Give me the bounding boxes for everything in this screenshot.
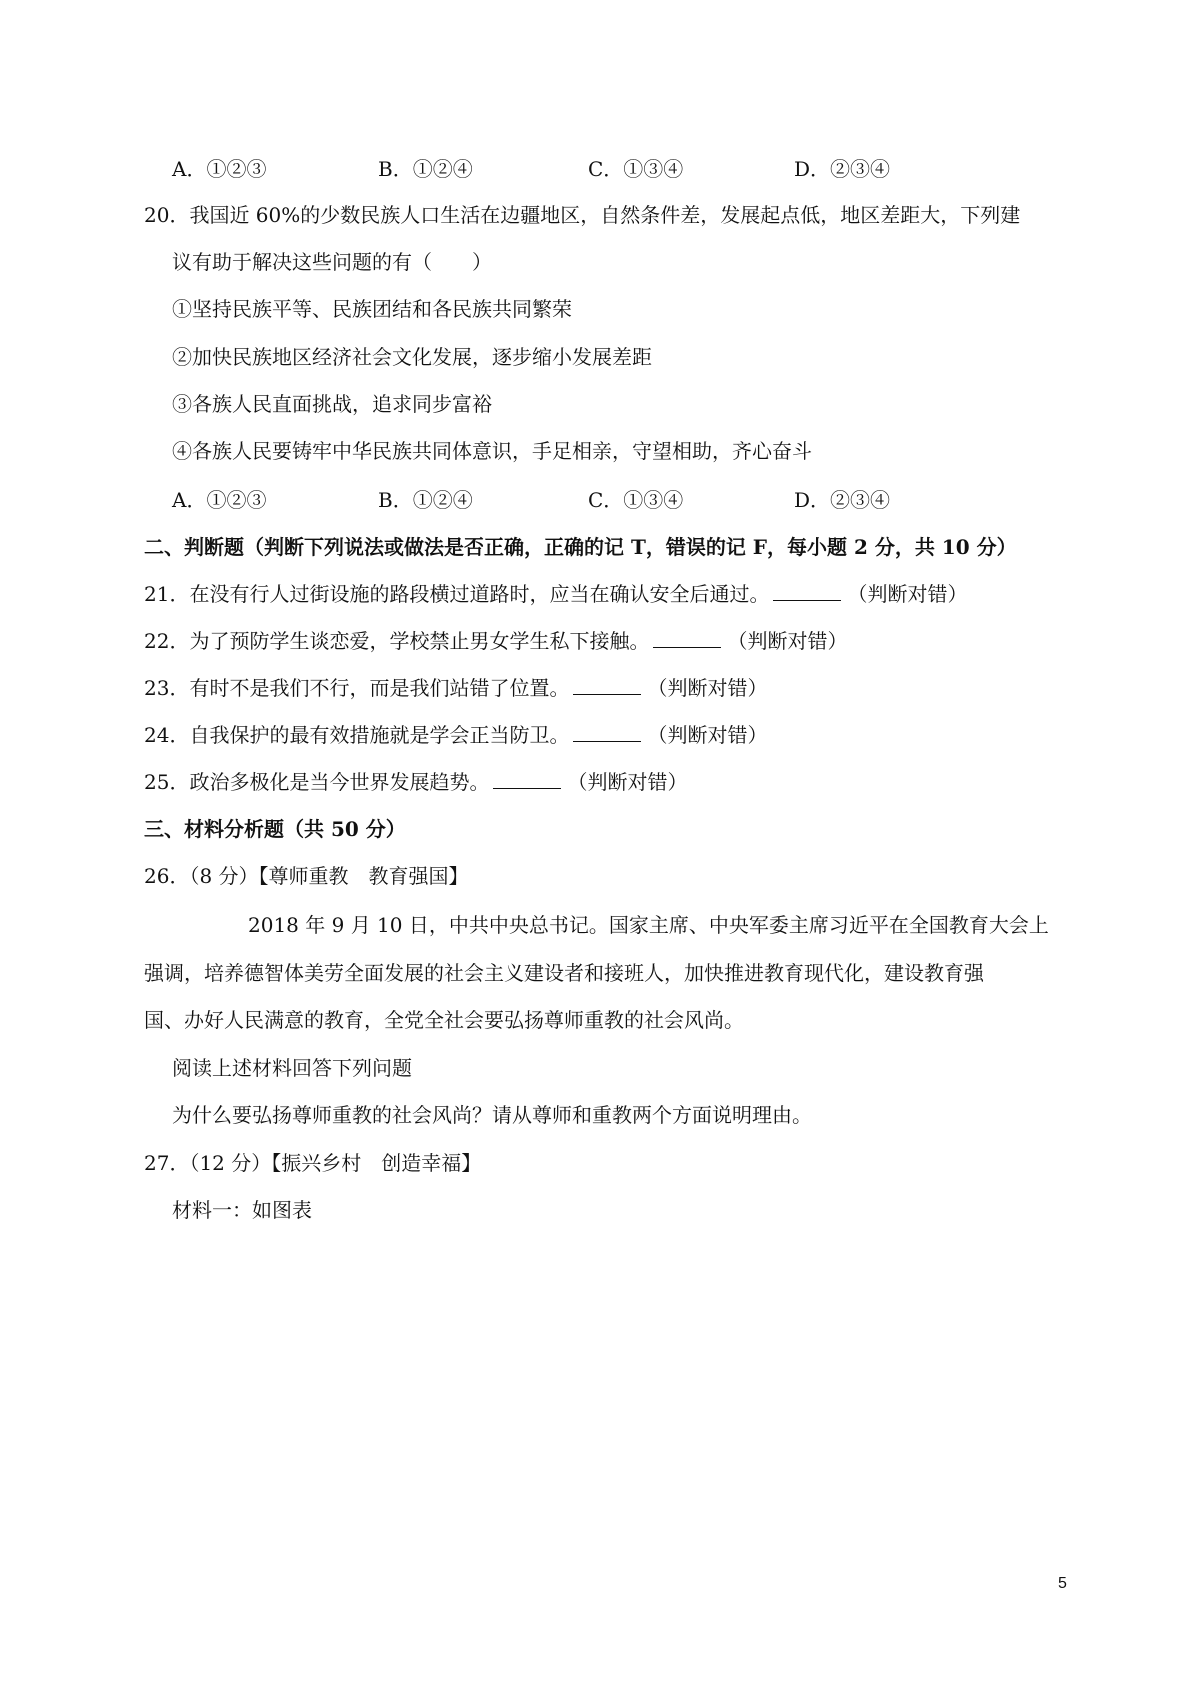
q19-option-b: B．①②④ — [378, 157, 473, 181]
q26-question: 为什么要弘扬尊师重教的社会风尚？请从尊师和重教两个方面说明理由。 — [172, 1103, 812, 1127]
judge-suffix: （判断对错） — [847, 582, 968, 606]
judge-suffix: （判断对错） — [647, 723, 768, 747]
q26-title: 26．（8 分）【尊师重教 教育强国】 — [144, 864, 469, 888]
q20-item-3: ③各族人民直面挑战，追求同步富裕 — [172, 392, 492, 416]
judge-question-text: 22．为了预防学生谈恋爱，学校禁止男女学生私下接触。 — [144, 629, 650, 653]
q20-stem-line2: 议有助于解决这些问题的有（ ） — [172, 250, 492, 274]
q26-material-line2: 强调，培养德智体美劳全面发展的社会主义建设者和接班人，加快推进教育现代化，建设教育强 — [144, 961, 984, 985]
answer-blank[interactable] — [573, 723, 641, 742]
section3-heading: 三、材料分析题（共 50 分） — [144, 817, 406, 841]
q26-instruction: 阅读上述材料回答下列问题 — [172, 1056, 412, 1080]
q20-option-b: B．①②④ — [378, 488, 473, 512]
q19-option-a: A．①②③ — [172, 157, 267, 181]
q19-option-d: D．②③④ — [794, 157, 891, 181]
page-number: 5 — [1058, 1575, 1067, 1592]
judge-question-22 — [144, 627, 847, 655]
answer-blank[interactable] — [573, 676, 641, 695]
q20-item-2: ②加快民族地区经济社会文化发展，逐步缩小发展差距 — [172, 345, 652, 369]
answer-blank[interactable] — [653, 629, 721, 648]
q26-material-line1: 2018 年 9 月 10 日，中共中央总书记。国家主席、中央军委主席习近平在全国教育大会上 — [248, 913, 1049, 937]
q27-material: 材料一：如图表 — [172, 1198, 312, 1222]
q20-option-d: D．②③④ — [794, 488, 891, 512]
judge-suffix: （判断对错） — [647, 676, 768, 700]
q20-option-c: C．①③④ — [588, 488, 684, 512]
judge-question-text: 24．自我保护的最有效措施就是学会正当防卫。 — [144, 723, 570, 747]
q20-item-4: ④各族人民要铸牢中华民族共同体意识，手足相亲，守望相助，齐心奋斗 — [172, 439, 812, 463]
judge-suffix: （判断对错） — [727, 629, 848, 653]
judge-question-text: 23．有时不是我们不行，而是我们站错了位置。 — [144, 676, 570, 700]
q19-option-c: C．①③④ — [588, 157, 684, 181]
judge-question-25 — [144, 768, 687, 796]
judge-question-21 — [144, 580, 967, 608]
judge-question-text: 25．政治多极化是当今世界发展趋势。 — [144, 770, 490, 794]
q20-stem-line1: 20．我国近 60%的少数民族人口生活在边疆地区，自然条件差，发展起点低，地区差距大，下列建 — [144, 203, 1021, 227]
q20-item-1: ①坚持民族平等、民族团结和各民族共同繁荣 — [172, 297, 572, 321]
section2-heading: 二、判断题（判断下列说法或做法是否正确，正确的记 T，错误的记 F，每小题 2 分，共 10 分） — [144, 535, 1017, 559]
q27-title: 27．（12 分）【振兴乡村 创造幸福】 — [144, 1151, 482, 1175]
judge-suffix: （判断对错） — [567, 770, 688, 794]
judge-question-text: 21．在没有行人过街设施的路段横过道路时，应当在确认安全后通过。 — [144, 582, 770, 606]
answer-blank[interactable] — [773, 582, 841, 601]
judge-question-24 — [144, 721, 767, 749]
q20-option-a: A．①②③ — [172, 488, 267, 512]
q26-material-line3: 国、办好人民满意的教育，全党全社会要弘扬尊师重教的社会风尚。 — [144, 1008, 744, 1032]
answer-blank[interactable] — [493, 770, 561, 789]
judge-question-23 — [144, 674, 767, 702]
